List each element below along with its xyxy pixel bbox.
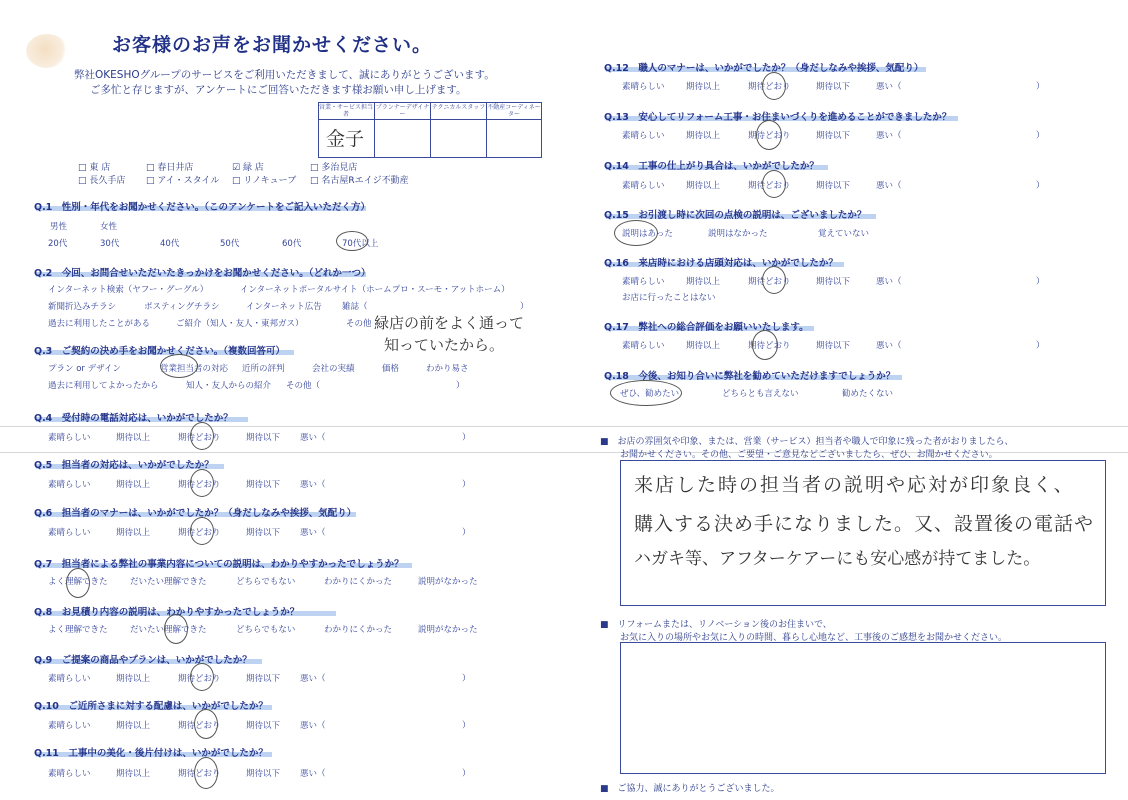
comment1-hand-line3: ハガキ等、アフターケアーにも安心感が持てました。	[634, 549, 1041, 569]
q10-opt-bad[interactable]: 悪い（	[300, 721, 326, 731]
q2-magazine-close: ）	[520, 302, 529, 312]
store-nagakute[interactable]: □ 長久手店	[78, 176, 126, 186]
q16-opt-bad[interactable]: 悪い（	[876, 277, 902, 287]
q2-net-search[interactable]: インターネット検索（ヤフー・グーグル）	[48, 285, 209, 295]
q12-label: Q.12 職人のマナーは、いかがでしたか？（身だしなみや挨拶、気配り）	[604, 63, 924, 74]
q11-opt-expected[interactable]: 期待どおり	[178, 769, 221, 779]
q7-opt-none[interactable]: 説明がなかった	[418, 577, 478, 587]
q6-opt-bad[interactable]: 悪い（	[300, 528, 326, 538]
store-kasugai[interactable]: □ 春日井店	[146, 163, 194, 173]
q16-opt-bad-close: ）	[1036, 277, 1045, 287]
q5-opt-bad[interactable]: 悪い（	[300, 480, 326, 490]
q13-opt-bad[interactable]: 悪い（	[876, 131, 902, 141]
q2-past-use[interactable]: 過去に利用したことがある	[48, 319, 151, 329]
q8-opt-unclear[interactable]: わかりにくかった	[324, 625, 393, 635]
comment2-box[interactable]	[620, 642, 1106, 774]
q1-age-40[interactable]: 40代	[160, 239, 180, 249]
q10-opt-above[interactable]: 期待以上	[116, 721, 151, 731]
q9-opt-excellent[interactable]: 素晴らしい	[48, 674, 91, 684]
q9-opt-below[interactable]: 期待以下	[246, 674, 281, 684]
q16-label: Q.16 来店時における店頭対応は、いかがでしたか？	[604, 258, 838, 269]
q3-clarity[interactable]: わかり易さ	[426, 364, 469, 374]
q8-opt-neutral[interactable]: どちらでもない	[236, 625, 296, 635]
staff-header-realestate: 不動産コーディネーター	[487, 104, 541, 118]
staff-header-planner: プランナーデザイナー	[375, 104, 430, 118]
q3-other[interactable]: その他（	[286, 381, 321, 391]
footer-thanks: ■ ご協力、誠にありがとうございました。	[600, 784, 780, 794]
q14-opt-bad-close: ）	[1036, 181, 1045, 191]
q13-opt-excellent[interactable]: 素晴らしい	[622, 131, 665, 141]
q7-opt-mostly[interactable]: だいたい理解できた	[130, 577, 207, 587]
q3-price[interactable]: 価格	[382, 364, 400, 374]
q14-opt-expected[interactable]: 期待どおり	[748, 181, 791, 191]
answer-circle	[610, 380, 682, 406]
q17-opt-excellent[interactable]: 素晴らしい	[622, 341, 665, 351]
intro-line-1: 弊社OKESHOグループのサービスをご利用いただきまして、誠にありがとうございます。	[74, 69, 495, 81]
q17-opt-bad-close: ）	[1036, 341, 1045, 351]
q16-opt-never-visited[interactable]: お店に行ったことはない	[622, 293, 716, 303]
answer-circle	[164, 614, 188, 644]
q10-opt-excellent[interactable]: 素晴らしい	[48, 721, 91, 731]
intro-line-2: ご多忙と存じますが、アンケートにご回答いただきます様お願い申し上げます。	[90, 84, 467, 96]
answer-circle	[190, 517, 214, 545]
answer-circle	[762, 72, 786, 100]
q18-label: Q.18 今後、お知り合いに弊社を勧めていただけますでしょうか？	[604, 371, 896, 382]
q17-opt-bad[interactable]: 悪い（	[876, 341, 902, 351]
q16-opt-expected[interactable]: 期待どおり	[748, 277, 791, 287]
q10-opt-bad-close: ）	[462, 721, 471, 731]
q13-label: Q.13 安心してリフォーム工事・お住まいづくりを進めることができましたか？	[604, 112, 952, 123]
q2-newspaper-flyer[interactable]: 新聞折込みチラシ	[48, 302, 117, 312]
q6-opt-above[interactable]: 期待以上	[116, 528, 151, 538]
answer-circle	[194, 709, 218, 739]
q5-opt-expected[interactable]: 期待どおり	[178, 480, 221, 490]
q4-opt-below[interactable]: 期待以下	[246, 433, 281, 443]
q3-label: Q.3 ご契約の決め手をお聞かせください。（複数回答可）	[34, 346, 286, 357]
q5-opt-below[interactable]: 期待以下	[246, 480, 281, 490]
q6-opt-below[interactable]: 期待以下	[246, 528, 281, 538]
answer-circle	[752, 330, 778, 360]
q16-opt-excellent[interactable]: 素晴らしい	[622, 277, 665, 287]
q4-opt-expected[interactable]: 期待どおり	[178, 433, 221, 443]
answer-circle	[160, 354, 198, 378]
answer-circle	[190, 469, 214, 497]
q14-opt-bad[interactable]: 悪い（	[876, 181, 902, 191]
q4-opt-bad-close: ）	[462, 433, 471, 443]
q7-label: Q.7 担当者による弊社の事業内容についての説明は、わかりやすかったでしょうか？	[34, 559, 404, 570]
comment1-label-line1: ■ お店の雰囲気や印象、または、営業（サービス）担当者や職人で印象に残った者がおりましたら、	[600, 437, 1014, 447]
q10-opt-below[interactable]: 期待以下	[246, 721, 281, 731]
store-higashi[interactable]: □ 東 店	[78, 163, 111, 173]
company-logo	[26, 34, 68, 68]
q6-label: Q.6 担当者のマナーは、いかがでしたか？（身だしなみや挨拶、気配り）	[34, 508, 357, 519]
store-nagoya-r-age[interactable]: □ 名古屋Rエイジ不動産	[310, 176, 409, 186]
q9-opt-expected[interactable]: 期待どおり	[178, 674, 221, 684]
answer-circle	[194, 757, 218, 789]
q4-opt-excellent[interactable]: 素晴らしい	[48, 433, 91, 443]
q3-plan-design[interactable]: プラン or デザイン	[48, 364, 122, 374]
q17-opt-below[interactable]: 期待以下	[816, 341, 851, 351]
q13-opt-bad-close: ）	[1036, 131, 1045, 141]
q8-opt-mostly[interactable]: だいたい理解できた	[130, 625, 207, 635]
q4-label: Q.4 受付時の電話対応は、いかがでしたか？	[34, 413, 233, 424]
q1-age-60[interactable]: 60代	[282, 239, 302, 249]
q1-female[interactable]: 女性	[100, 222, 118, 232]
answer-circle	[762, 170, 786, 198]
q4-opt-above[interactable]: 期待以上	[116, 433, 151, 443]
staff-header-technical: テクニカルスタッフ	[431, 104, 486, 111]
sales-staff-name: 金子	[326, 128, 365, 150]
q7-opt-neutral[interactable]: どちらでもない	[236, 577, 296, 587]
q5-label: Q.5 担当者の対応は、いかがでしたか？	[34, 460, 214, 471]
store-tajimi[interactable]: □ 多治見店	[310, 163, 358, 173]
q5-opt-excellent[interactable]: 素晴らしい	[48, 480, 91, 490]
q5-opt-above[interactable]: 期待以上	[116, 480, 151, 490]
q7-opt-well[interactable]: よく理解できた	[48, 577, 108, 587]
q15-opt-no[interactable]: 説明はなかった	[708, 229, 768, 239]
q3-sales-response[interactable]: 営業担当者の対応	[160, 364, 229, 374]
comment2-label-line1: ■ リフォームまたは、リノベーション後のお住まいで、	[600, 620, 832, 630]
q12-opt-below[interactable]: 期待以下	[816, 82, 851, 92]
q17-label: Q.17 弊社への総合評価をお願いいたします。	[604, 322, 809, 333]
q15-label: Q.15 お引渡し時に次回の点検の説明は、ございましたか？	[604, 210, 867, 221]
answer-circle	[614, 220, 658, 246]
store-renocube[interactable]: □ リノキューブ	[232, 176, 297, 186]
q2-magazine[interactable]: 雑誌（	[342, 302, 368, 312]
q16-opt-above[interactable]: 期待以上	[686, 277, 721, 287]
q6-opt-expected[interactable]: 期待どおり	[178, 528, 221, 538]
store-istyle[interactable]: □ アイ・スタイル	[146, 176, 220, 186]
q3-other-close: ）	[456, 381, 465, 391]
comment1-label-line2: お聞かせください。その他、ご要望・ご意見などございましたら、ぜひ、お聞かせください。	[620, 450, 998, 460]
q3-past-good[interactable]: 過去に利用してよかったから	[48, 381, 159, 391]
q14-label: Q.14 工事の仕上がり具合は、いかがでしたか？	[604, 161, 819, 172]
answer-circle	[66, 568, 90, 598]
q8-opt-well[interactable]: よく理解できた	[48, 625, 108, 635]
comment1-hand-line1: 来店した時の担当者の説明や応対が印象良く、	[634, 474, 1075, 496]
q11-opt-below[interactable]: 期待以下	[246, 769, 281, 779]
q2-label: Q.2 今回、お問合せいただいたきっかけをお聞かせください。（どれか一つ）	[34, 268, 371, 279]
q18-opt-neutral[interactable]: どちらとも言えない	[722, 389, 799, 399]
answer-circle	[190, 422, 214, 450]
q12-opt-expected[interactable]: 期待どおり	[748, 82, 791, 92]
q2-handwritten-answer-2: 知っていたから。	[384, 336, 505, 354]
q11-label: Q.11 工事中の美化・後片付けは、いかがでしたか？	[34, 748, 268, 759]
q1-label: Q.1 性別・年代をお聞かせください。（このアンケートをご記入いただく方）	[34, 202, 370, 213]
page-title: お客様のお声をお聞かせください。	[112, 34, 433, 56]
q2-net-ad[interactable]: インターネット広告	[246, 302, 322, 312]
q13-opt-above[interactable]: 期待以上	[686, 131, 721, 141]
q1-age-50[interactable]: 50代	[220, 239, 240, 249]
q9-opt-above[interactable]: 期待以上	[116, 674, 151, 684]
q6-opt-bad-close: ）	[462, 528, 471, 538]
q10-label: Q.10 ご近所さまに対する配慮は、いかがでしたか？	[34, 701, 268, 712]
q12-opt-bad[interactable]: 悪い（	[876, 82, 902, 92]
q8-label: Q.8 お見積り内容の説明は、わかりやすかったでしょうか？	[34, 607, 300, 618]
q14-opt-above[interactable]: 期待以上	[686, 181, 721, 191]
answer-circle	[336, 231, 368, 251]
store-midori[interactable]: ☑ 緑 店	[232, 163, 264, 173]
q18-opt-no[interactable]: 勧めたくない	[842, 389, 894, 399]
q2-posting-flyer[interactable]: ポスティングチラシ	[144, 302, 220, 312]
q1-age-70[interactable]: 70代以上	[342, 239, 379, 249]
q3-reputation[interactable]: 近所の評判	[242, 364, 285, 374]
comment2-label-line2: お気に入りの場所やお気に入りの時間、暮らし心地など、工事後のご感想をお聞かせください。	[620, 633, 1008, 643]
q13-opt-expected[interactable]: 期待どおり	[748, 131, 791, 141]
q11-opt-above[interactable]: 期待以上	[116, 769, 151, 779]
q2-portal-site[interactable]: インターネットポータルサイト（ホームプロ・スーモ・アットホーム）	[240, 285, 510, 295]
q3-friend-referral[interactable]: 知人・友人からの紹介	[186, 381, 272, 391]
q9-opt-bad-close: ）	[462, 674, 471, 684]
q12-opt-bad-close: ）	[1036, 82, 1045, 92]
q1-age-30[interactable]: 30代	[100, 239, 120, 249]
q7-opt-unclear[interactable]: わかりにくかった	[324, 577, 393, 587]
q6-opt-excellent[interactable]: 素晴らしい	[48, 528, 91, 538]
q12-opt-excellent[interactable]: 素晴らしい	[622, 82, 665, 92]
q2-handwritten-answer: 緑店の前をよく通って	[374, 314, 525, 332]
q17-opt-above[interactable]: 期待以上	[686, 341, 721, 351]
q1-age-20[interactable]: 20代	[48, 239, 68, 249]
staff-header-sales: 営業・サービス担当者	[318, 104, 373, 118]
q14-opt-excellent[interactable]: 素晴らしい	[622, 181, 665, 191]
q17-opt-expected[interactable]: 期待どおり	[748, 341, 791, 351]
q3-track-record[interactable]: 会社の実績	[312, 364, 355, 374]
q9-label: Q.9 ご提案の商品やプランは、いかがでしたか？	[34, 655, 252, 666]
q1-male[interactable]: 男性	[50, 222, 68, 232]
q14-opt-below[interactable]: 期待以下	[816, 181, 851, 191]
q13-opt-below[interactable]: 期待以下	[816, 131, 851, 141]
q5-opt-bad-close: ）	[462, 480, 471, 490]
comment1-hand-line2: 購入する決め手になりました。又、設置後の電話や	[634, 513, 1095, 535]
q11-opt-bad-close: ）	[462, 769, 471, 779]
answer-circle	[762, 266, 786, 294]
q8-opt-none[interactable]: 説明がなかった	[418, 625, 478, 635]
q16-opt-below[interactable]: 期待以下	[816, 277, 851, 287]
answer-circle	[190, 663, 214, 691]
q15-opt-dont-remember[interactable]: 覚えていない	[818, 229, 870, 239]
q4-opt-bad[interactable]: 悪い（	[300, 433, 326, 443]
q9-opt-bad[interactable]: 悪い（	[300, 674, 326, 684]
q12-opt-above[interactable]: 期待以上	[686, 82, 721, 92]
q11-opt-bad[interactable]: 悪い（	[300, 769, 326, 779]
answer-circle	[756, 120, 782, 150]
q18-opt-definitely[interactable]: ぜひ、勧めたい	[620, 389, 680, 399]
q10-opt-expected[interactable]: 期待どおり	[178, 721, 221, 731]
q2-other[interactable]: その他（	[346, 319, 381, 329]
q11-opt-excellent[interactable]: 素晴らしい	[48, 769, 91, 779]
q2-referral[interactable]: ご紹介（知人・友人・東邦ガス）	[176, 319, 304, 329]
q15-opt-yes[interactable]: 説明はあった	[622, 229, 673, 239]
